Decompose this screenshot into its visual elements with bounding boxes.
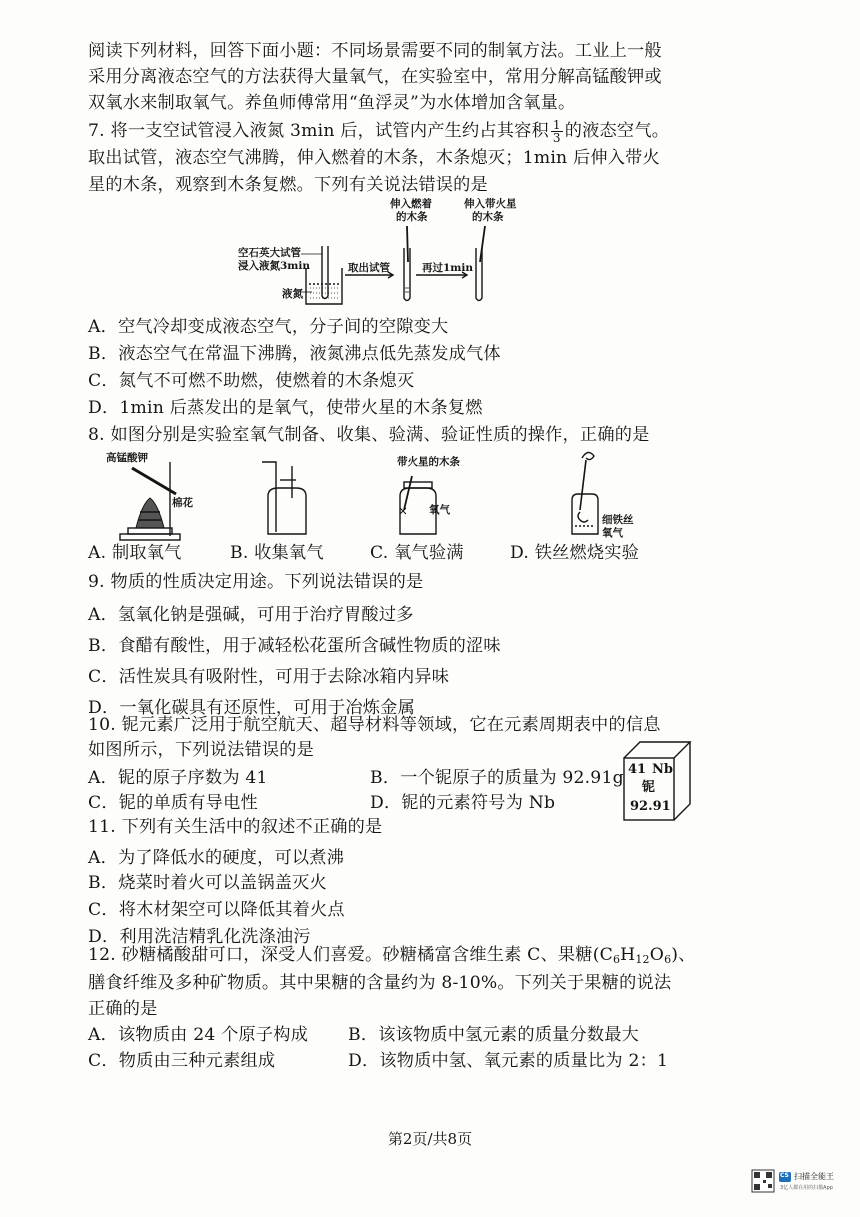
fig7-label-burn1: 伸入燃着 xyxy=(390,198,432,210)
q11-option-a: A．为了降低水的硬度，可以煮沸 xyxy=(88,848,345,868)
q9-option-d: D．一氧化碳具有还原性，可用于冶炼金属 xyxy=(88,698,415,718)
fig7-label-take: 取出试管 xyxy=(348,262,390,274)
q12-stem-line-3: 正确的是 xyxy=(88,999,158,1019)
q9-stem: 9. 物质的性质决定用途。下列说法错误的是 xyxy=(88,572,424,592)
emphasis-wrong: 错误 xyxy=(244,740,280,760)
q7-option-c: C．氮气不可燃不助燃，使燃着的木条熄灭 xyxy=(88,371,415,391)
element-number: 41 xyxy=(628,762,647,777)
fig8-label-wire: 细铁丝 xyxy=(602,514,634,526)
q10-option-b: B．一个铌原子的质量为 92.91g xyxy=(370,768,624,788)
q8-option-c: C. 氧气验满 xyxy=(370,543,464,563)
q10-stem-line-1: 10. 铌元素广泛用于航空航天、超导材料等领域，它在元素周期表中的信息 xyxy=(88,715,661,735)
intro-line-3: 双氧水来制取氧气。养鱼师傅常用“鱼浮灵”为水体增加含氧量。 xyxy=(88,93,576,113)
q7-stem-line-3: 星的木条，观察到木条复燃。下列有关说法错误的是 xyxy=(88,175,488,195)
fig8-label-oxygen: 氧气 xyxy=(429,504,450,516)
q7-stem-line-2: 取出试管，液态空气沸腾，伸入燃着的木条，木条熄灭；1min 后伸入带火 xyxy=(88,148,660,168)
q8-option-a: A. 制取氧气 xyxy=(88,543,182,563)
scanner-watermark xyxy=(752,1168,842,1196)
q8-option-b: B. 收集氧气 xyxy=(230,543,324,563)
q9-option-a: A．氢氧化钠是强碱，可用于治疗胃酸过多 xyxy=(88,605,414,625)
fig7-label-tube: 空石英大试管 xyxy=(238,247,301,259)
fig7-label-spark1: 伸入带火星 xyxy=(464,198,517,210)
q12-option-d: D．该物质中氢、氧元素的质量比为 2：1 xyxy=(348,1051,669,1071)
fig7-label-spark2: 的木条 xyxy=(472,211,504,223)
q12-stem-line-1: 12. 砂糖橘酸甜可口，深受人们喜爱。砂糖橘富含维生素 C、果糖$(C_6H_{12}O_6)$、 xyxy=(88,945,696,966)
q7-option-a: A．空气冷却变成液态空气，分子间的空隙变大 xyxy=(88,317,449,337)
q8-stem: 8. 如图分别是实验室氧气制备、收集、验满、验证性质的操作，正确的是 xyxy=(88,425,650,445)
fig8-label-oxygen2: 氧气 xyxy=(602,527,623,539)
fig7-label-wait: 再过1min xyxy=(422,262,474,274)
q12-option-b: B．该该物质中氢元素的质量分数最大 xyxy=(348,1025,640,1045)
fraction-one-third: $\frac{1}{3}$ xyxy=(552,118,561,145)
cs-logo: CS xyxy=(780,1172,789,1179)
q7-option-d: D．1min 后蒸发出的是氧气，使带火星的木条复燃 xyxy=(88,398,483,418)
q12-stem-line-2: 膳食纤维及多种矿物质。其中果糖的含量约为 8-10%。下列关于果糖的说法 xyxy=(88,973,672,993)
fig7-label-tube2: 浸入液氮3min xyxy=(238,260,311,272)
page-footer: 第2页/共8页 xyxy=(387,1130,473,1148)
fig7-label-burn2: 的木条 xyxy=(396,211,428,223)
emphasis-wrong: 错误 xyxy=(353,572,389,592)
fig8-label-kmno4: 高锰酸钾 xyxy=(106,452,148,464)
emphasis-incorrect: 不正确 xyxy=(295,817,348,837)
q11-option-c: C．将木材架空可以降低其着火点 xyxy=(88,900,345,920)
intro-line-2: 采用分离液态空气的方法获得大量氧气，在实验室中，常用分解高锰酸钾或 xyxy=(88,67,662,87)
fig8-label-spark: 带火星的木条 xyxy=(397,456,460,468)
q9-option-b: B．食醋有酸性，用于减轻松花蛋所含碱性物质的涩味 xyxy=(88,636,501,656)
q9-option-c: C．活性炭具有吸附性，可用于去除冰箱内异味 xyxy=(88,667,450,687)
scanner-tagline: 3亿人都在用的扫描App xyxy=(780,1185,833,1191)
emphasis-wrong: 错误 xyxy=(418,175,454,195)
element-mass: 92.91 xyxy=(630,799,671,814)
q11-option-d: D．利用洗洁精乳化洗涤油污 xyxy=(88,927,311,947)
q12-option-a: A．该物质由 24 个原子构成 xyxy=(88,1025,309,1045)
fig7-label-ln: 液氮 xyxy=(282,288,303,300)
q10-stem-line-2: 如图所示，下列说法错误的是 xyxy=(88,740,315,760)
q8-option-d: D. 铁丝燃烧实验 xyxy=(510,543,640,563)
scanner-brand: 扫描全能王 xyxy=(794,1172,834,1181)
q7-option-b: B．液态空气在常温下沸腾，液氮沸点低先蒸发成气体 xyxy=(88,344,501,364)
intro-line-1: 阅读下列材料，回答下面小题：不同场景需要不同的制氧方法。工业上一般 xyxy=(88,41,662,61)
element-symbol: Nb xyxy=(652,762,673,777)
q12-option-c: C．物质由三种元素组成 xyxy=(88,1051,276,1071)
q10-option-d: D．铌的元素符号为 Nb xyxy=(370,793,556,813)
fig8-label-cotton: 棉花 xyxy=(172,497,193,509)
element-name: 铌 xyxy=(642,780,656,795)
q10-option-a: A．铌的原子序数为 41 xyxy=(88,768,268,788)
q11-stem: 11. 下列有关生活中的叙述不正确的是 xyxy=(88,817,383,837)
q11-option-b: B．烧菜时着火可以盖锅盖灭火 xyxy=(88,873,327,893)
q10-option-c: C．铌的单质有导电性 xyxy=(88,793,258,813)
q7-stem-line-1: 7. 将一支空试管浸入液氮 3min 后，试管内产生约占其容积 $\frac{1}{3}$ 的液态空气。 xyxy=(88,118,670,145)
